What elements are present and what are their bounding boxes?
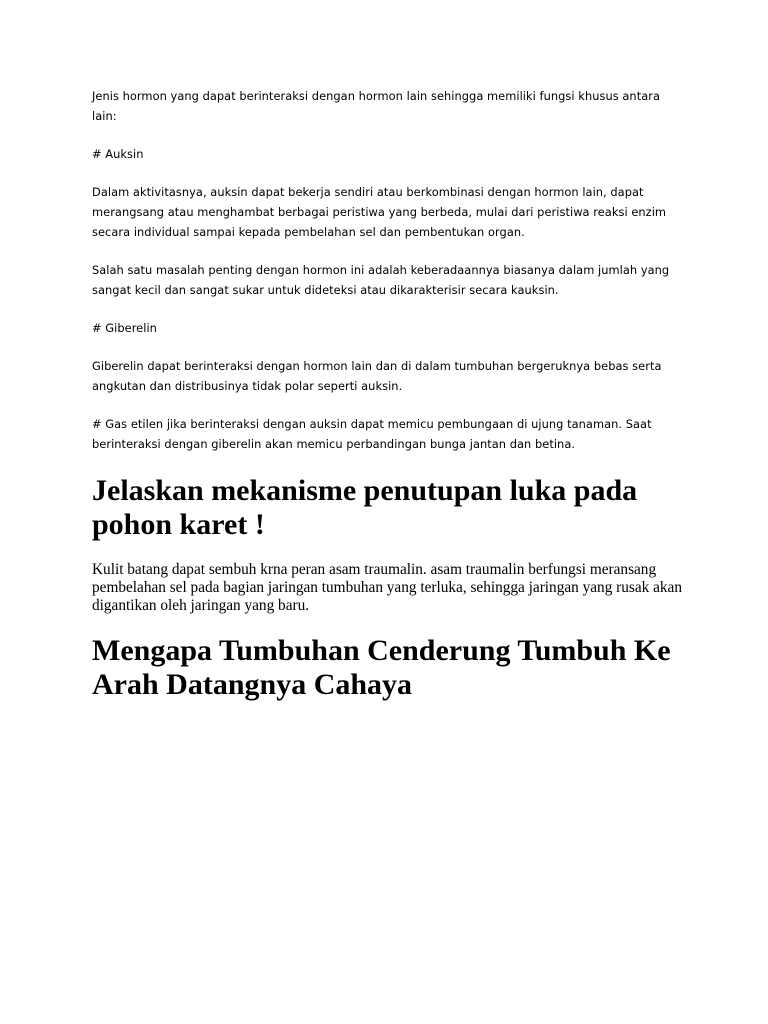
giberelin-subheading: # Giberelin xyxy=(92,321,157,335)
question-heading-2: Mengapa Tumbuhan Cenderung Tumbuh Ke Arah Datangnya Cahaya xyxy=(92,634,671,701)
gas-etilen-paragraph: # Gas etilen jika berinteraksi dengan auksin dapat memicu pembungaan di ujung tanaman. Saat berinteraksi dengan giberelin akan memicu perbandingan bunga jantan dan betina. xyxy=(92,417,652,451)
auksin-paragraph-1: Dalam aktivitasnya, auksin dapat bekerja sendiri atau berkombinasi dengan hormon lain, dapat merangsang atau menghambat berbagai peristiwa yang berbeda, mulai dari peristiwa reaksi enzim secara individual sampai kepada pembelahan sel dan pembentukan organ. xyxy=(92,185,667,239)
auksin-subheading: # Auksin xyxy=(92,147,144,161)
giberelin-paragraph: Giberelin dapat berinteraksi dengan hormon lain dan di dalam tumbuhan bergeruknya bebas serta angkutan dan distribusinya tidak polar seperti auksin. xyxy=(92,359,662,393)
answer-paragraph-1: Kulit batang dapat sembuh krna peran asam traumalin. asam traumalin berfungsi meransang pembelahan sel pada bagian jaringan tumbuhan yang terluka, sehingga jaringan yang rusak akan digantikan oleh jaringan yang baru. xyxy=(92,561,682,614)
question-heading-1: Jelaskan mekanisme penutupan luka pada pohon karet ! xyxy=(92,474,638,541)
document-page xyxy=(92,86,682,702)
intro-paragraph: Jenis hormon yang dapat berinteraksi dengan hormon lain sehingga memiliki fungsi khusus antara lain: xyxy=(92,89,661,123)
auksin-paragraph-2: Salah satu masalah penting dengan hormon ini adalah keberadaannya biasanya dalam jumlah yang sangat kecil dan sangat sukar untuk dideteksi atau dikarakterisir secara kauksin. xyxy=(92,263,670,297)
